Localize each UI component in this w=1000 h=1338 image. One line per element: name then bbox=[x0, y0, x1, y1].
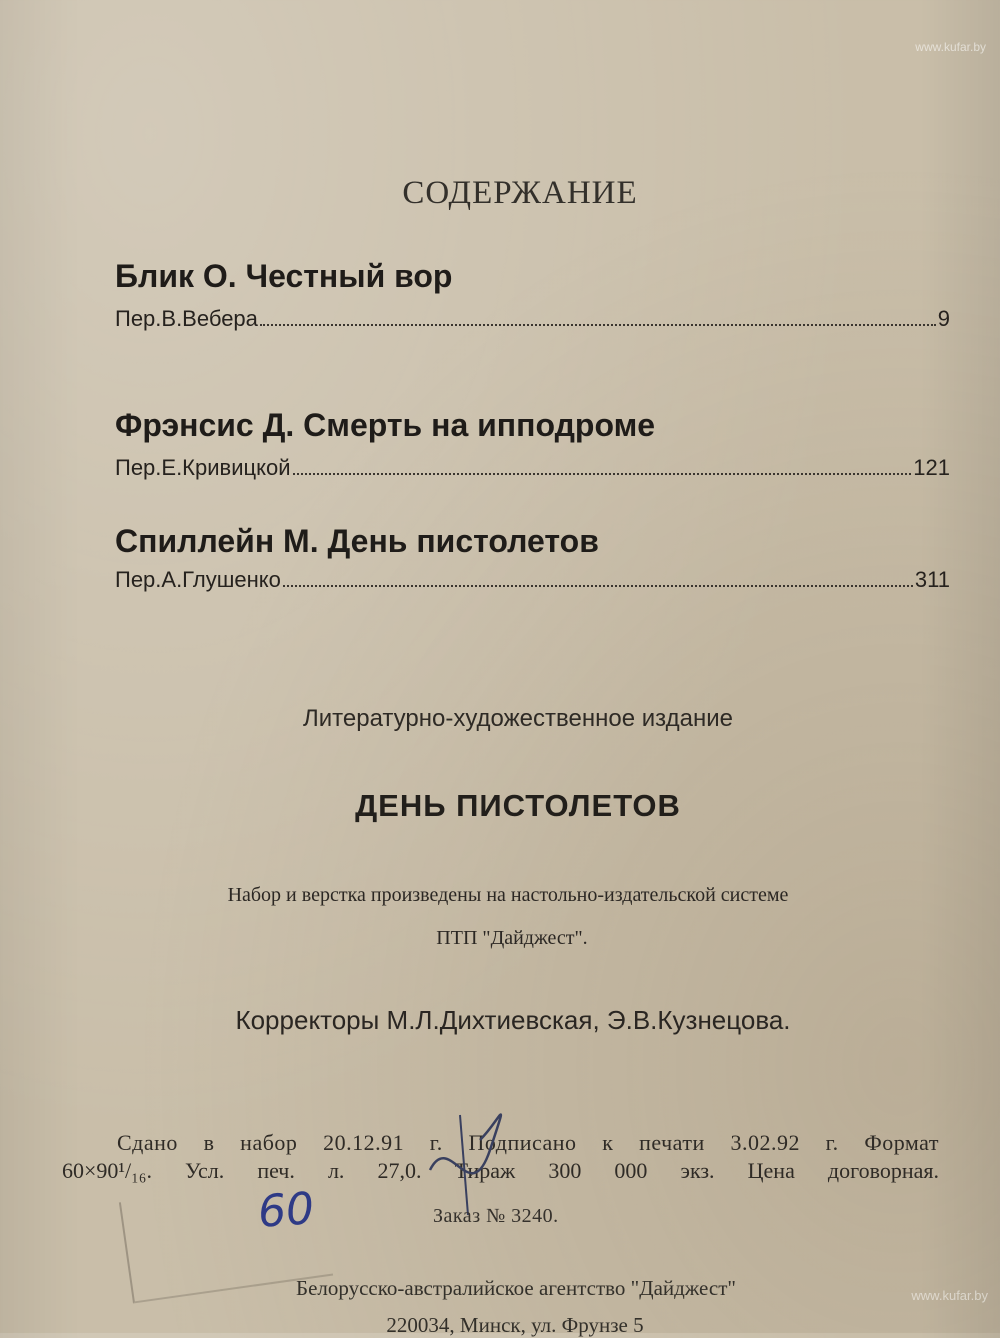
toc-entry-line-2 bbox=[115, 455, 950, 481]
toc-entry-page-2: 121 bbox=[913, 455, 950, 480]
toc-entry-line-1 bbox=[115, 306, 950, 332]
toc-entry-title-3: Спиллейн М. День пистолетов bbox=[115, 523, 599, 559]
dot-leader bbox=[283, 585, 913, 587]
contents-heading: СОДЕРЖАНИЕ bbox=[402, 175, 638, 211]
toc-entry-title-1: Блик О. Честный вор bbox=[115, 258, 453, 294]
imprint-line-1: Сдано в набор 20.12.91 г. Подписано к печати 3.02.92 г. Формат bbox=[117, 1130, 939, 1155]
imprint-line-2: 60×90¹/₁₆. Усл. печ. л. 27,0. Тираж 300 000 экз. Цена договорная. bbox=[62, 1158, 939, 1183]
pen-scribble-mark bbox=[420, 1110, 510, 1220]
edition-type: Литературно-художественное издание bbox=[303, 705, 733, 732]
toc-entry-translator-2: Пер.Е.Кривицкой bbox=[115, 455, 291, 480]
toc-entry-page-3: 311 bbox=[914, 567, 950, 592]
watermark-bottom: www.kufar.by bbox=[911, 1288, 988, 1303]
publisher: Белорусско-австралийское агентство "Дайджест" bbox=[296, 1276, 736, 1300]
toc-entry-line-3 bbox=[115, 567, 950, 593]
typesetting-note-line-2: ПТП "Дайджест". bbox=[436, 927, 588, 949]
typesetting-note-line-1: Набор и верстка произведены на настольно-издательской системе bbox=[227, 884, 789, 906]
toc-entry-page-1: 9 bbox=[937, 306, 950, 331]
order-number: Заказ № 3240. bbox=[433, 1205, 559, 1227]
toc-entry-title-2: Фрэнсис Д. Смерть на ипподроме bbox=[115, 407, 656, 443]
correctors: Корректоры М.Л.Дихтиевская, Э.В.Кузнецова. bbox=[235, 1005, 791, 1035]
toc-entry-translator-1: Пер.В.Вебера bbox=[115, 306, 258, 331]
dot-leader bbox=[260, 324, 936, 326]
publisher-address: 220034, Минск, ул. Фрунзе 5 bbox=[386, 1313, 644, 1337]
dot-leader bbox=[293, 473, 912, 475]
book-title: ДЕНЬ ПИСТОЛЕТОВ bbox=[355, 788, 681, 823]
watermark-top: www.kufar.by bbox=[915, 40, 986, 54]
handwritten-price: 60 bbox=[256, 1183, 316, 1238]
toc-entry-translator-3: Пер.А.Глушенко bbox=[115, 567, 281, 592]
